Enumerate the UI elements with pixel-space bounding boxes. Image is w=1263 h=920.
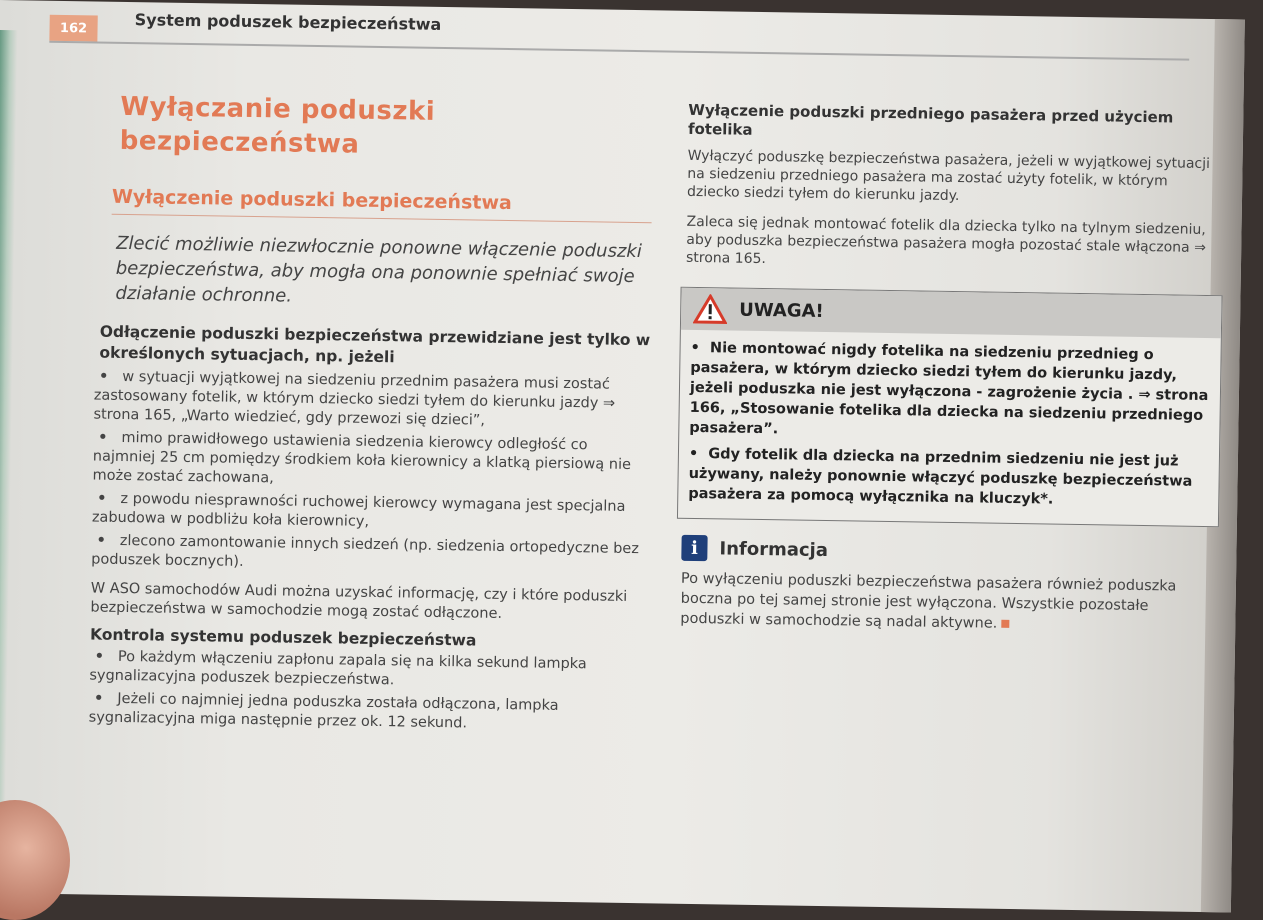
info-title: Informacja (719, 537, 829, 561)
bullet-icon: • (96, 532, 106, 549)
list-item-text: Jeżeli co najmniej jedna poduszka została odłączona, lampka sygnalizacyjna miga następnie przez ok. 12 sekund. (88, 690, 559, 732)
control-heading: Kontrola systemu poduszek bezpieczeństwa (89, 625, 477, 650)
list-item-text: mimo prawidłowego ustawienia siedzenia kierowcy odległość co najmniej 25 cm pomiędzy środkiem koła kierownicy a klatką piersiową nie może zostać zachowana, (92, 429, 632, 487)
info-icon: i (681, 535, 707, 561)
bullet-icon: • (98, 429, 108, 446)
section-title-line2: bezpieczeństwa (119, 125, 360, 160)
info-text (680, 569, 1216, 637)
list-item (92, 490, 653, 537)
list-item (93, 368, 654, 434)
list-item (92, 429, 653, 495)
intro-text: Zlecić możliwie niezwłocznie ponowne włączenie poduszki bezpieczeństwa, aby mogła ona ponownie spełniać swoje działanie ochronne. (115, 232, 642, 307)
warning-title: UWAGA! (739, 299, 824, 322)
bullet-icon: • (93, 690, 104, 707)
section-title-line1: Wyłączanie poduszki (120, 91, 436, 127)
aso-paragraph: W ASO samochodów Audi można uzyskać informację, czy i które poduszki bezpieczeństwa w samochodzie mogą zostać odłączone. (90, 580, 628, 622)
list-item-text: z powodu niesprawności ruchowej kierowcy wymagana jest specjalna zabudowa w podbliżu koła kierownicy, (91, 490, 626, 530)
list-item (89, 647, 650, 694)
left-column (89, 72, 659, 737)
bullet-icon: • (690, 339, 711, 357)
list-item-text: zlecono zamontowanie innych siedzeń (np. siedzenia ortopedyczne bez poduszek bocznych). (91, 532, 640, 570)
info-text-content: Po wyłączeniu poduszki bezpieczeństwa pasażera również poduszka boczna po tej samej stronie jest wyłączona. Wszystkie pozostałe poduszki w samochodzie są nadal aktywne. (680, 570, 1177, 632)
bullet-icon: • (97, 490, 107, 507)
bullet-icon: • (688, 445, 709, 463)
list-item (688, 444, 1209, 512)
header-rule (49, 41, 1189, 61)
page-number: 162 (49, 15, 97, 42)
warning-box (677, 287, 1223, 527)
list-item-text: Gdy fotelik dla dziecka na przednim siedzeniu nie jest już używany, należy ponownie włączyć poduszkę bezpieczeństwa pasażera za pomocą wyłącznika na kluczyk*. (688, 446, 1193, 508)
right-paragraph-1: Wyłączyć poduszkę bezpieczeństwa pasażera, jeżeli w wyjątkowej sytuacji na siedzeniu przedniego pasażera ma zostać użyty fotelik, w którym dziecko siedzi tyłem do kierunku jazdy. (686, 147, 1211, 205)
list-item-text: Po każdym włączeniu zapłonu zapala się na kilka sekund lampka sygnalizacyjna poduszek bezpieczeństwa. (89, 648, 587, 689)
list-item (89, 689, 650, 736)
list-item-text: Nie montować nigdy fotelika na siedzeniu przednieg o pasażera, w którym dziecko siedzi tyłem do kierunku jazdy, jeżeli poduszka nie jest wyłączona - zagrożenie życia . ⇒ strona 166, „Stosowanie fotelika dla dziecka na siedzeniu przedniego pasażera”. (689, 340, 1209, 438)
bullet-icon: • (94, 648, 105, 665)
info-header (681, 535, 1216, 569)
end-mark-icon (1001, 620, 1009, 628)
conditions-heading: Odłączenie poduszki bezpieczeństwa przewidziane jest tylko w określonych sytuacjach, np. jeżeli (99, 322, 651, 367)
right-column (680, 101, 1223, 637)
warning-body (678, 330, 1221, 526)
list-item-text: w sytuacji wyjątkowej na siedzeniu przednim pasażera musi zostać zastosowany fotelik, w którym dziecko siedzi tyłem do kierunku jazdy ⇒ strona 165, „Warto wiedzieć, gdy przewozi się dzieci”, (93, 368, 616, 429)
right-heading: Wyłączenie poduszki przedniego pasażera przed użyciem fotelika (687, 100, 1174, 139)
subsection-title: Wyłączenie poduszki bezpieczeństwa (112, 186, 652, 223)
running-head: System poduszek bezpieczeństwa (134, 10, 442, 34)
list-item (689, 338, 1211, 446)
section-title (120, 90, 659, 166)
bullet-icon: • (98, 368, 109, 385)
right-paragraph-2: Zaleca się jednak montować fotelik dla dziecka tylko na tylnym siedzeniu, aby poduszka bezpieczeństwa pasażera mogła pozostać stale włączona ⇒ strona 165. (685, 213, 1206, 268)
list-item (91, 532, 652, 579)
page-edge-left (0, 30, 18, 890)
warning-triangle-icon (693, 294, 727, 325)
